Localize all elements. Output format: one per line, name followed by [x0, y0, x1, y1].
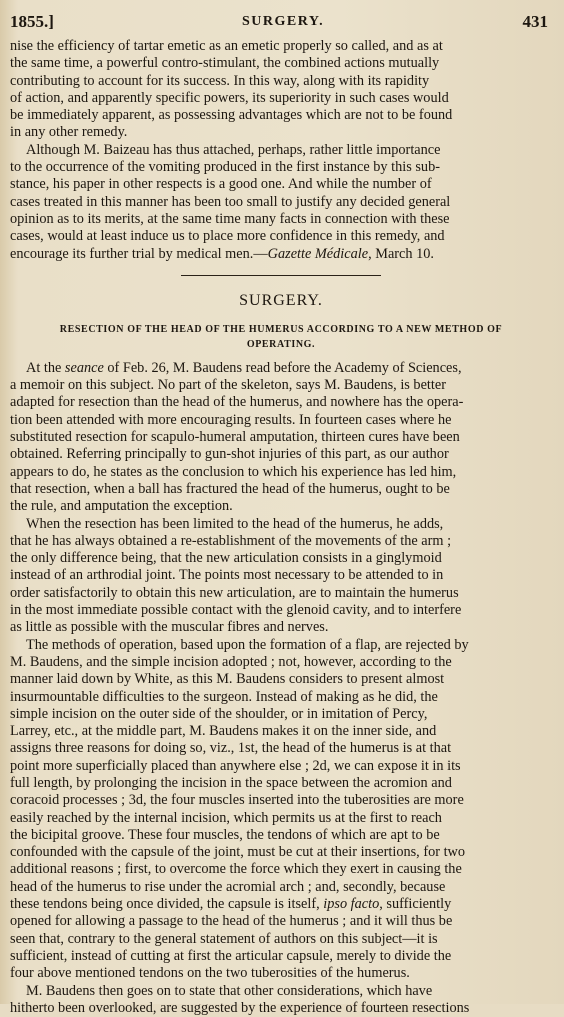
text-line: full length, by prolonging the incision in the space between the acromion and — [10, 774, 452, 791]
text-line: point more superficially placed than anywhere else ; 2d, we can expose it in its — [10, 757, 461, 774]
text-line: opinion as to its merits, at the same time many facts in connection with these — [10, 210, 450, 227]
section-subtitle — [10, 322, 552, 352]
text-line: that he has always obtained a re-establishment of the movements of the arm ; — [10, 532, 452, 549]
text-line: the bicipital groove. These four muscles, the tendons of which are apt to be — [10, 826, 440, 843]
text-line: easily reached by the internal incision, which permits us at the first to reach — [10, 809, 442, 826]
text-line: substituted resection for scapulo-humeral amputation, thirteen cures have been — [10, 429, 460, 446]
text-line: manner laid down by White, as this M. Baudens considers to present almost — [10, 671, 445, 688]
text-line: of action, and apparently specific powers, its superiority in such cases would — [10, 89, 449, 106]
text-line: Larrey, etc., at the middle part, M. Baudens makes it on the inner side, and — [10, 723, 437, 740]
text-line: When the resection has been limited to the head of the humerus, he adds, — [26, 515, 444, 532]
page-number: 431 — [522, 12, 548, 31]
text-line: four above mentioned tendons on the two tuberosities of the humerus. — [10, 965, 410, 982]
text-line: confounded with the capsule of the joint, must be cut at their insertions, for two — [10, 844, 466, 861]
text-line: order satisfactorily to obtain this new articulation, are to maintain the humerus — [10, 584, 459, 601]
running-head-title: SURGERY. — [242, 14, 325, 29]
text-line: additional reasons ; first, to overcome the force which they exert in causing the — [10, 861, 462, 878]
text-line: nise the efficiency of tartar emetic as an emetic properly so called, and as at — [10, 38, 443, 54]
text-line: these tendons being once divided, the capsule is itself, ipso facto, sufficiently — [10, 896, 452, 913]
text-line: opened for allowing a passage to the head of the humerus ; and it will thus be — [10, 913, 453, 930]
text-line: cases, would at least induce us to place more confidence in this remedy, and — [10, 228, 445, 245]
section-title: SURGERY. — [239, 291, 323, 309]
section-paragraph — [10, 637, 552, 983]
section-paragraph — [10, 983, 552, 1017]
running-head — [10, 12, 552, 38]
text-line: the rule, and amputation the exception. — [10, 498, 233, 515]
text-line: adapted for resection than the head of the humerus, and nowhere has the opera- — [10, 394, 464, 411]
text-line: insurmountable difficulties to the surgeon. Instead of making as he did, the — [10, 688, 438, 705]
text-line: Although M. Baizeau has thus attached, perhaps, rather little importance — [26, 141, 441, 158]
text-line: to the occurrence of the vomiting produced in the first instance by this sub- — [10, 159, 440, 176]
text-line: be immediately apparent, as possessing advantages which are not to be found — [10, 107, 453, 124]
text-line: contributing to account for its success. In this way, along with its rapidity — [10, 72, 430, 89]
text-line: encourage its further trial by medical men.—Gazette Médicale, March 10. — [10, 245, 435, 262]
text-line: as little as possible with the muscular fibres and nerves. — [10, 619, 329, 636]
text-line: the same time, a powerful contro-stimulant, the combined actions mutually — [10, 55, 440, 72]
intro-paragraph — [10, 142, 552, 263]
text-line: cases treated in this manner has been too small to justify any decided general — [10, 193, 451, 210]
text-line: sufficient, instead of cutting at first the articular capsule, merely to divide the — [10, 947, 452, 964]
subtitle-line: RESECTION OF THE HEAD OF THE HUMERUS ACCORDING TO A NEW METHOD OF — [59, 323, 503, 335]
text-line: seen that, contrary to the general statement of authors on this subject—it is — [10, 930, 438, 947]
text-line: obtained. Referring principally to gun-shot injuries of this part, as our author — [10, 446, 449, 463]
text-line: stance, his paper in other respects is a good one. And while the number of — [10, 176, 432, 193]
text-line: coracoid processes ; 3d, the four muscles inserted into the tuberosities are more — [10, 792, 464, 809]
section-divider — [181, 275, 381, 276]
section-paragraph — [10, 516, 552, 637]
text-line: in the most immediate possible contact with the glenoid cavity, and to interfere — [10, 602, 462, 619]
text-line: instead of an arthrodial joint. The points most necessary to be attended to in — [10, 567, 444, 584]
text-line: hitherto been overlooked, are suggested by the experience of fourteen resections — [10, 999, 470, 1016]
intro-paragraph — [10, 38, 552, 142]
text-line: At the seance of Feb. 26, M. Baudens read before the Academy of Sciences, — [26, 359, 462, 376]
text-line: assigns three reasons for doing so, viz., 1st, the head of the humerus is at that — [10, 740, 452, 757]
text-line: in any other remedy. — [10, 124, 128, 141]
text-line: The methods of operation, based upon the formation of a flap, are rejected by — [26, 636, 469, 653]
text-line: simple incision on the outer side of the shoulder, or in imitation of Percy, — [10, 705, 428, 722]
running-head-year: 1855.] — [10, 12, 54, 31]
text-line: head of the humerus to rise under the acromial arch ; and, secondly, because — [10, 878, 446, 895]
section-text — [10, 360, 552, 1017]
text-line: tion been attended with more encouraging results. In fourteen cases where he — [10, 411, 452, 428]
text-line: M. Baudens then goes on to state that other considerations, which have — [26, 982, 433, 999]
text-line: appears to do, he states as the conclusion to which his experience has led him, — [10, 463, 457, 480]
subtitle-line: OPERATING. — [246, 338, 316, 350]
intro-text — [10, 38, 552, 263]
section-paragraph — [10, 360, 552, 516]
text-line: the only difference being, that the new articulation consists in a ginglymoid — [10, 550, 442, 567]
text-line: a memoir on this subject. No part of the skeleton, says M. Baudens, is better — [10, 377, 446, 394]
text-line: that resection, when a ball has fractured the head of the humerus, ought to be — [10, 480, 450, 497]
text-line: M. Baudens, and the simple incision adopted ; not, however, according to the — [10, 653, 452, 670]
